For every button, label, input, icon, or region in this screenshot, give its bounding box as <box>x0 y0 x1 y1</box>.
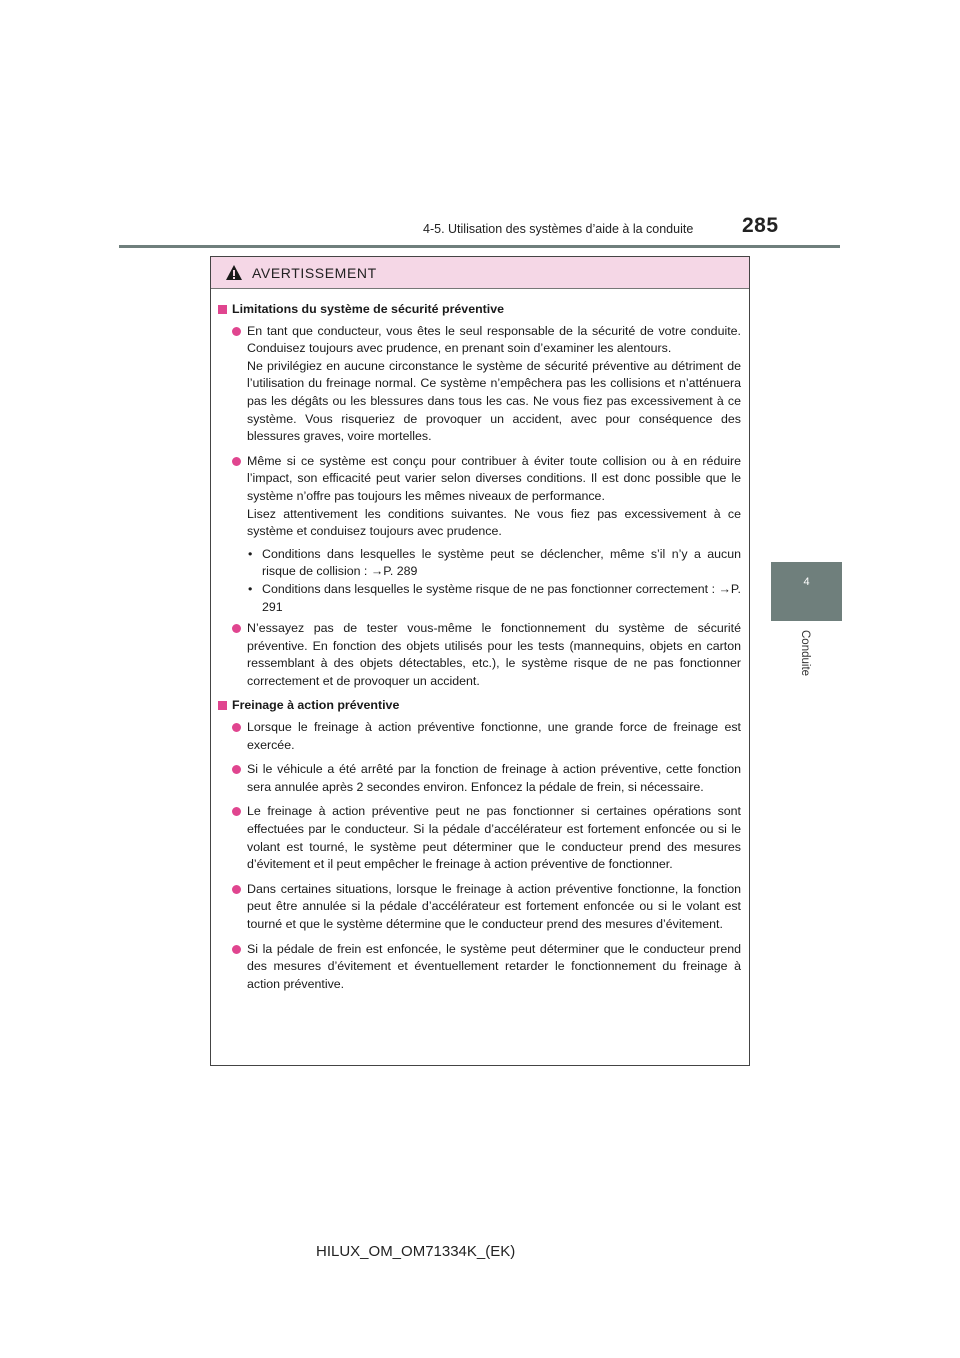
sub-list-item <box>248 581 741 616</box>
square-bullet-icon <box>218 305 227 314</box>
circle-bullet-icon <box>232 624 241 633</box>
circle-bullet-icon <box>232 885 241 894</box>
list-item <box>218 803 741 873</box>
square-bullet-icon <box>218 701 227 710</box>
paragraph: En tant que conducteur, vous êtes le seul responsable de la sécurité de votre conduite. Conduisez toujours avec prudence, en prenant soin d’examiner les alentours. <box>247 323 741 356</box>
circle-bullet-icon <box>232 945 241 954</box>
list-item <box>218 761 741 796</box>
paragraph: Lisez attentivement les conditions suivantes. Ne vous fiez pas excessivement à ce système et conduisez toujours avec prudence. <box>247 506 741 539</box>
section-heading-text: Freinage à action préventive <box>232 698 400 713</box>
paragraph: Si la pédale de frein est enfoncée, le système peut déterminer que le conducteur prend des mesures d’évitement et éventuellement retarder le fonctionnement du freinage à action préventive. <box>247 941 741 991</box>
list-item <box>218 719 741 754</box>
section-heading-text: Limitations du système de sécurité préventive <box>232 302 505 316</box>
circle-bullet-icon <box>232 765 241 774</box>
list-item <box>218 941 741 994</box>
paragraph: Dans certaines situations, lorsque le freinage à action préventive fonctionne, la fonction peut être annulée si la pédale d’accélérateur est fortement enfoncée ou si le volant est tourné et que le système détermine que le conducteur prend des mesures d’évitement. <box>247 881 741 931</box>
sub-bullet: • <box>248 581 253 596</box>
circle-bullet-icon <box>232 807 241 816</box>
section-heading <box>218 697 741 715</box>
section-title: 4-5. Utilisation des systèmes d’aide à la conduite <box>423 222 694 236</box>
paragraph: Ne privilégiez en aucune circonstance le système de sécurité préventive au détriment de l’utilisation du freinage normal. Ce système n’empêchera pas les collisions et n’atténuera pas les dégâts ou les blessures dans tous les cas. Ne vous fiez pas excessivement à ce système. Vous risqueriez de provoquer un accident, avec pour conséquence des blessures graves, voire mortelles. <box>247 358 741 444</box>
warning-triangle-icon <box>225 264 243 281</box>
circle-bullet-icon <box>232 723 241 732</box>
warning-box <box>210 256 750 1066</box>
paragraph: N’essayez pas de tester vous-même le fonctionnement du système de sécurité préventive. En fonction des objets utilisés pour les tests (mannequins, objets en carton ressemblant à des objets détectables, etc.), le système risque de ne pas fonctionner correctement et de provoquer un accident. <box>247 621 741 688</box>
sub-bullet: • <box>248 546 253 561</box>
list-item <box>218 453 741 541</box>
warning-header <box>211 257 749 289</box>
sub-list-item <box>248 546 741 581</box>
document-code: HILUX_OM_OM71334K_(EK) <box>316 1243 516 1260</box>
paragraph: Lorsque le freinage à action préventive fonctionne, une grande force de freinage est exercée. <box>247 720 741 752</box>
list-item <box>218 323 741 446</box>
header-divider <box>119 245 840 248</box>
sub-item-text: Conditions dans lesquelles le système risque de ne pas fonctionner correctement : →P. 291 <box>262 581 741 614</box>
chapter-label: Conduite <box>799 630 811 677</box>
warning-title: AVERTISSEMENT <box>252 264 377 281</box>
paragraph: Même si ce système est conçu pour contribuer à éviter toute collision ou à en réduire l’impact, son efficacité peut varier selon diverses conditions. Il est donc possible que le système n’offre pas toujours les mêmes niveaux de performance. <box>247 453 741 503</box>
paragraph: Le freinage à action préventive peut ne pas fonctionner si certaines opérations sont effectuées par le conducteur. Si la pédale d’accélérateur est fortement enfoncée ou si le volant est tourné, le système peut déterminer que le conducteur prend des mesures d’évitement et il peut empêcher le freinage à action préventive de fonctionner. <box>247 804 741 872</box>
list-item <box>218 881 741 934</box>
circle-bullet-icon <box>232 327 241 336</box>
sub-item-text: Conditions dans lesquelles le système peut se déclencher, même s’il n’y a aucun risque de collision : →P. 289 <box>262 546 741 579</box>
circle-bullet-icon <box>232 457 241 466</box>
section-heading <box>218 301 741 319</box>
paragraph: Si le véhicule a été arrêté par la fonction de freinage à action préventive, cette fonction sera annulée après 2 secondes environ. Enfoncez la pédale de frein, si nécessaire. <box>247 762 741 794</box>
page-number: 285 <box>742 214 779 237</box>
sub-list <box>218 546 741 616</box>
chapter-tab: 4 <box>771 562 842 621</box>
list-item <box>218 620 741 690</box>
warning-body <box>211 289 749 993</box>
